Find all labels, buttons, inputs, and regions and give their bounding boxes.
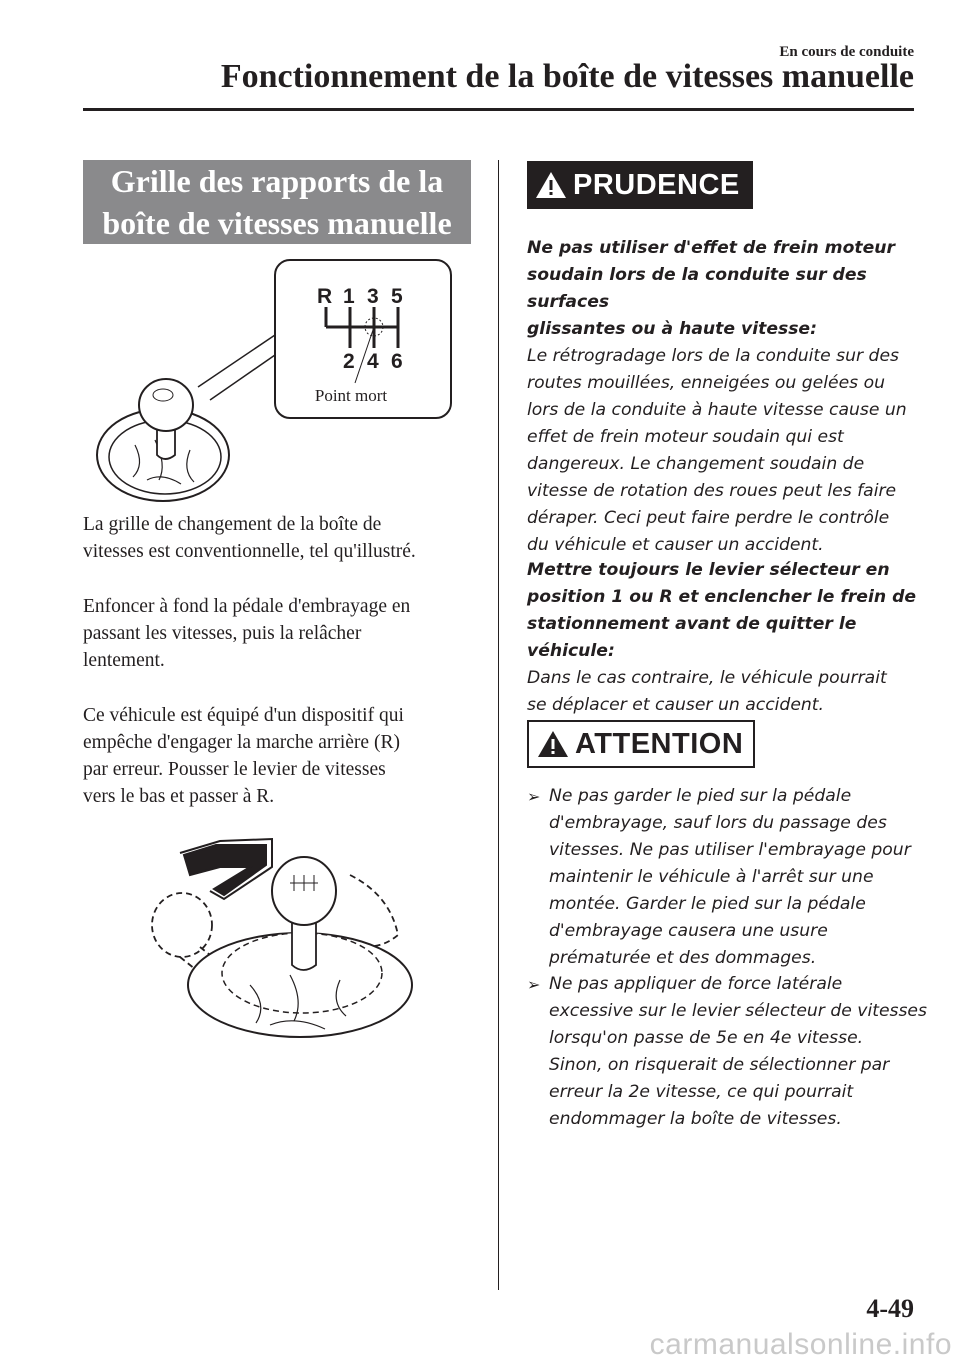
warning-triangle-icon <box>535 170 567 200</box>
prudence-text-line: se déplacer et causer un accident. <box>527 695 824 715</box>
bullet-line: lorsqu'on passe de 5e en 4e vitesse. <box>549 1028 864 1048</box>
lever-shaft <box>157 430 175 459</box>
bullet-line: d'embrayage, sauf lors du passage des <box>549 813 887 833</box>
prudence-text-line: routes mouillées, enneigées ou gelées ou <box>527 373 886 393</box>
body-paragraph: La grille de changement de la boîte de vitesses est conventionnelle, tel qu'illustré. <box>83 514 416 562</box>
attention-bullet <box>527 971 927 1133</box>
body-paragraph: Enfoncer à fond la pédale d'embrayage en passant les vitesses, puis la relâcher lentement. <box>83 596 411 671</box>
prudence-label: PRUDENCE <box>573 168 740 201</box>
shift-pattern-lines <box>326 307 398 348</box>
gear-label-6: 6 <box>391 350 403 373</box>
prudence-text-line: dangereux. Le changement soudain de <box>527 454 865 474</box>
gear-label-1: 1 <box>343 285 355 308</box>
bullet-line: vitesses. Ne pas utiliser l'embrayage pour <box>549 840 911 860</box>
section-title-box <box>83 160 471 244</box>
prudence-heading-line: Mettre toujours le levier sélecteur en <box>527 560 890 580</box>
bullet-line: maintenir le véhicule à l'arrêt sur une <box>549 867 874 887</box>
reverse-shift-figure <box>140 835 420 1045</box>
bullet-line: montée. Garder le pied sur la pédale <box>549 894 866 914</box>
prudence-text-line: vitesse de rotation des roues peut les faire <box>527 481 897 501</box>
prudence-text-line: Le rétrogradage lors de la conduite sur des <box>527 346 899 366</box>
bullet-line: d'embrayage causera une usure <box>549 921 828 941</box>
knob-pattern-mark <box>290 875 318 891</box>
bullet-line: Sinon, on risquerait de sélectionner par <box>549 1055 890 1075</box>
running-header-title: Fonctionnement de la boîte de vitesses manuelle <box>220 58 914 95</box>
bullet-line: prématurée et des dommages. <box>549 948 817 968</box>
gear-label-3: 3 <box>367 285 379 308</box>
prudence-heading-line: position 1 ou R et enclencher le frein de <box>527 587 917 607</box>
gear-label-r: R <box>317 285 333 308</box>
prudence-heading-line: glissantes ou à haute vitesse: <box>527 319 817 339</box>
prudence-item <box>527 557 927 719</box>
bullet-arrow-icon: ➢ <box>527 975 541 994</box>
prudence-text-line: du véhicule et causer un accident. <box>527 535 824 555</box>
prudence-heading-line: Ne pas utiliser d'effet de frein moteur <box>527 238 895 258</box>
shift-pattern-figure <box>95 255 465 505</box>
prudence-text-line: déraper. Ceci peut faire perdre le contrôle <box>527 508 890 528</box>
bullet-line: excessive sur le levier sélecteur de vitesses <box>549 1001 927 1021</box>
neutral-label: Point mort <box>314 386 388 405</box>
attention-bullet <box>527 783 927 972</box>
prudence-text-line: lors de la conduite à haute vitesse cause un <box>527 400 907 420</box>
attention-label: ATTENTION <box>575 727 744 760</box>
running-header-section: En cours de conduite <box>779 44 914 60</box>
bullet-line: endommager la boîte de vitesses. <box>549 1109 842 1129</box>
prudence-item <box>527 235 927 559</box>
callout-pointer-line <box>210 355 275 400</box>
gear-knob <box>139 379 193 431</box>
bullet-line: erreur la 2e vitesse, ce qui pourrait <box>549 1082 854 1102</box>
lever-shaft <box>292 920 316 970</box>
column-divider <box>498 160 499 1290</box>
gear-label-4: 4 <box>367 350 379 373</box>
push-down-arrow <box>184 845 266 895</box>
prudence-text-line: effet de frein moteur soudain qui est <box>527 427 844 447</box>
callout-pointer-line <box>198 335 275 387</box>
section-title: Grille des rapports de la boîte de vitesses manuelle <box>102 163 452 241</box>
gear-label-5: 5 <box>391 285 403 308</box>
bullet-arrow-icon: ➢ <box>527 787 541 806</box>
ghost-knob-left <box>152 893 212 957</box>
prudence-heading-line: soudain lors de la conduite sur des surfaces <box>527 265 867 312</box>
gear-label-2: 2 <box>343 350 355 373</box>
bullet-line: Ne pas appliquer de force latérale <box>549 974 843 994</box>
header-rule <box>83 108 914 111</box>
body-paragraph: Ce véhicule est équipé d'un dispositif qui empêche d'engager la marche arrière (R) par erreur. Pousser le levier de vitesses vers le bas et passer à R. <box>83 705 404 807</box>
warning-triangle-icon <box>537 729 569 759</box>
attention-badge <box>527 720 755 768</box>
prudence-badge <box>527 161 753 209</box>
prudence-text-line: Dans le cas contraire, le véhicule pourrait <box>527 668 887 688</box>
prudence-heading-line: stationnement avant de quitter le véhicule: <box>527 614 857 661</box>
watermark: carmanualsonline.info <box>649 1328 952 1361</box>
page-number: 4-49 <box>866 1294 914 1323</box>
ghost-path-right <box>350 875 398 946</box>
bullet-line: Ne pas garder le pied sur la pédale <box>549 786 852 806</box>
